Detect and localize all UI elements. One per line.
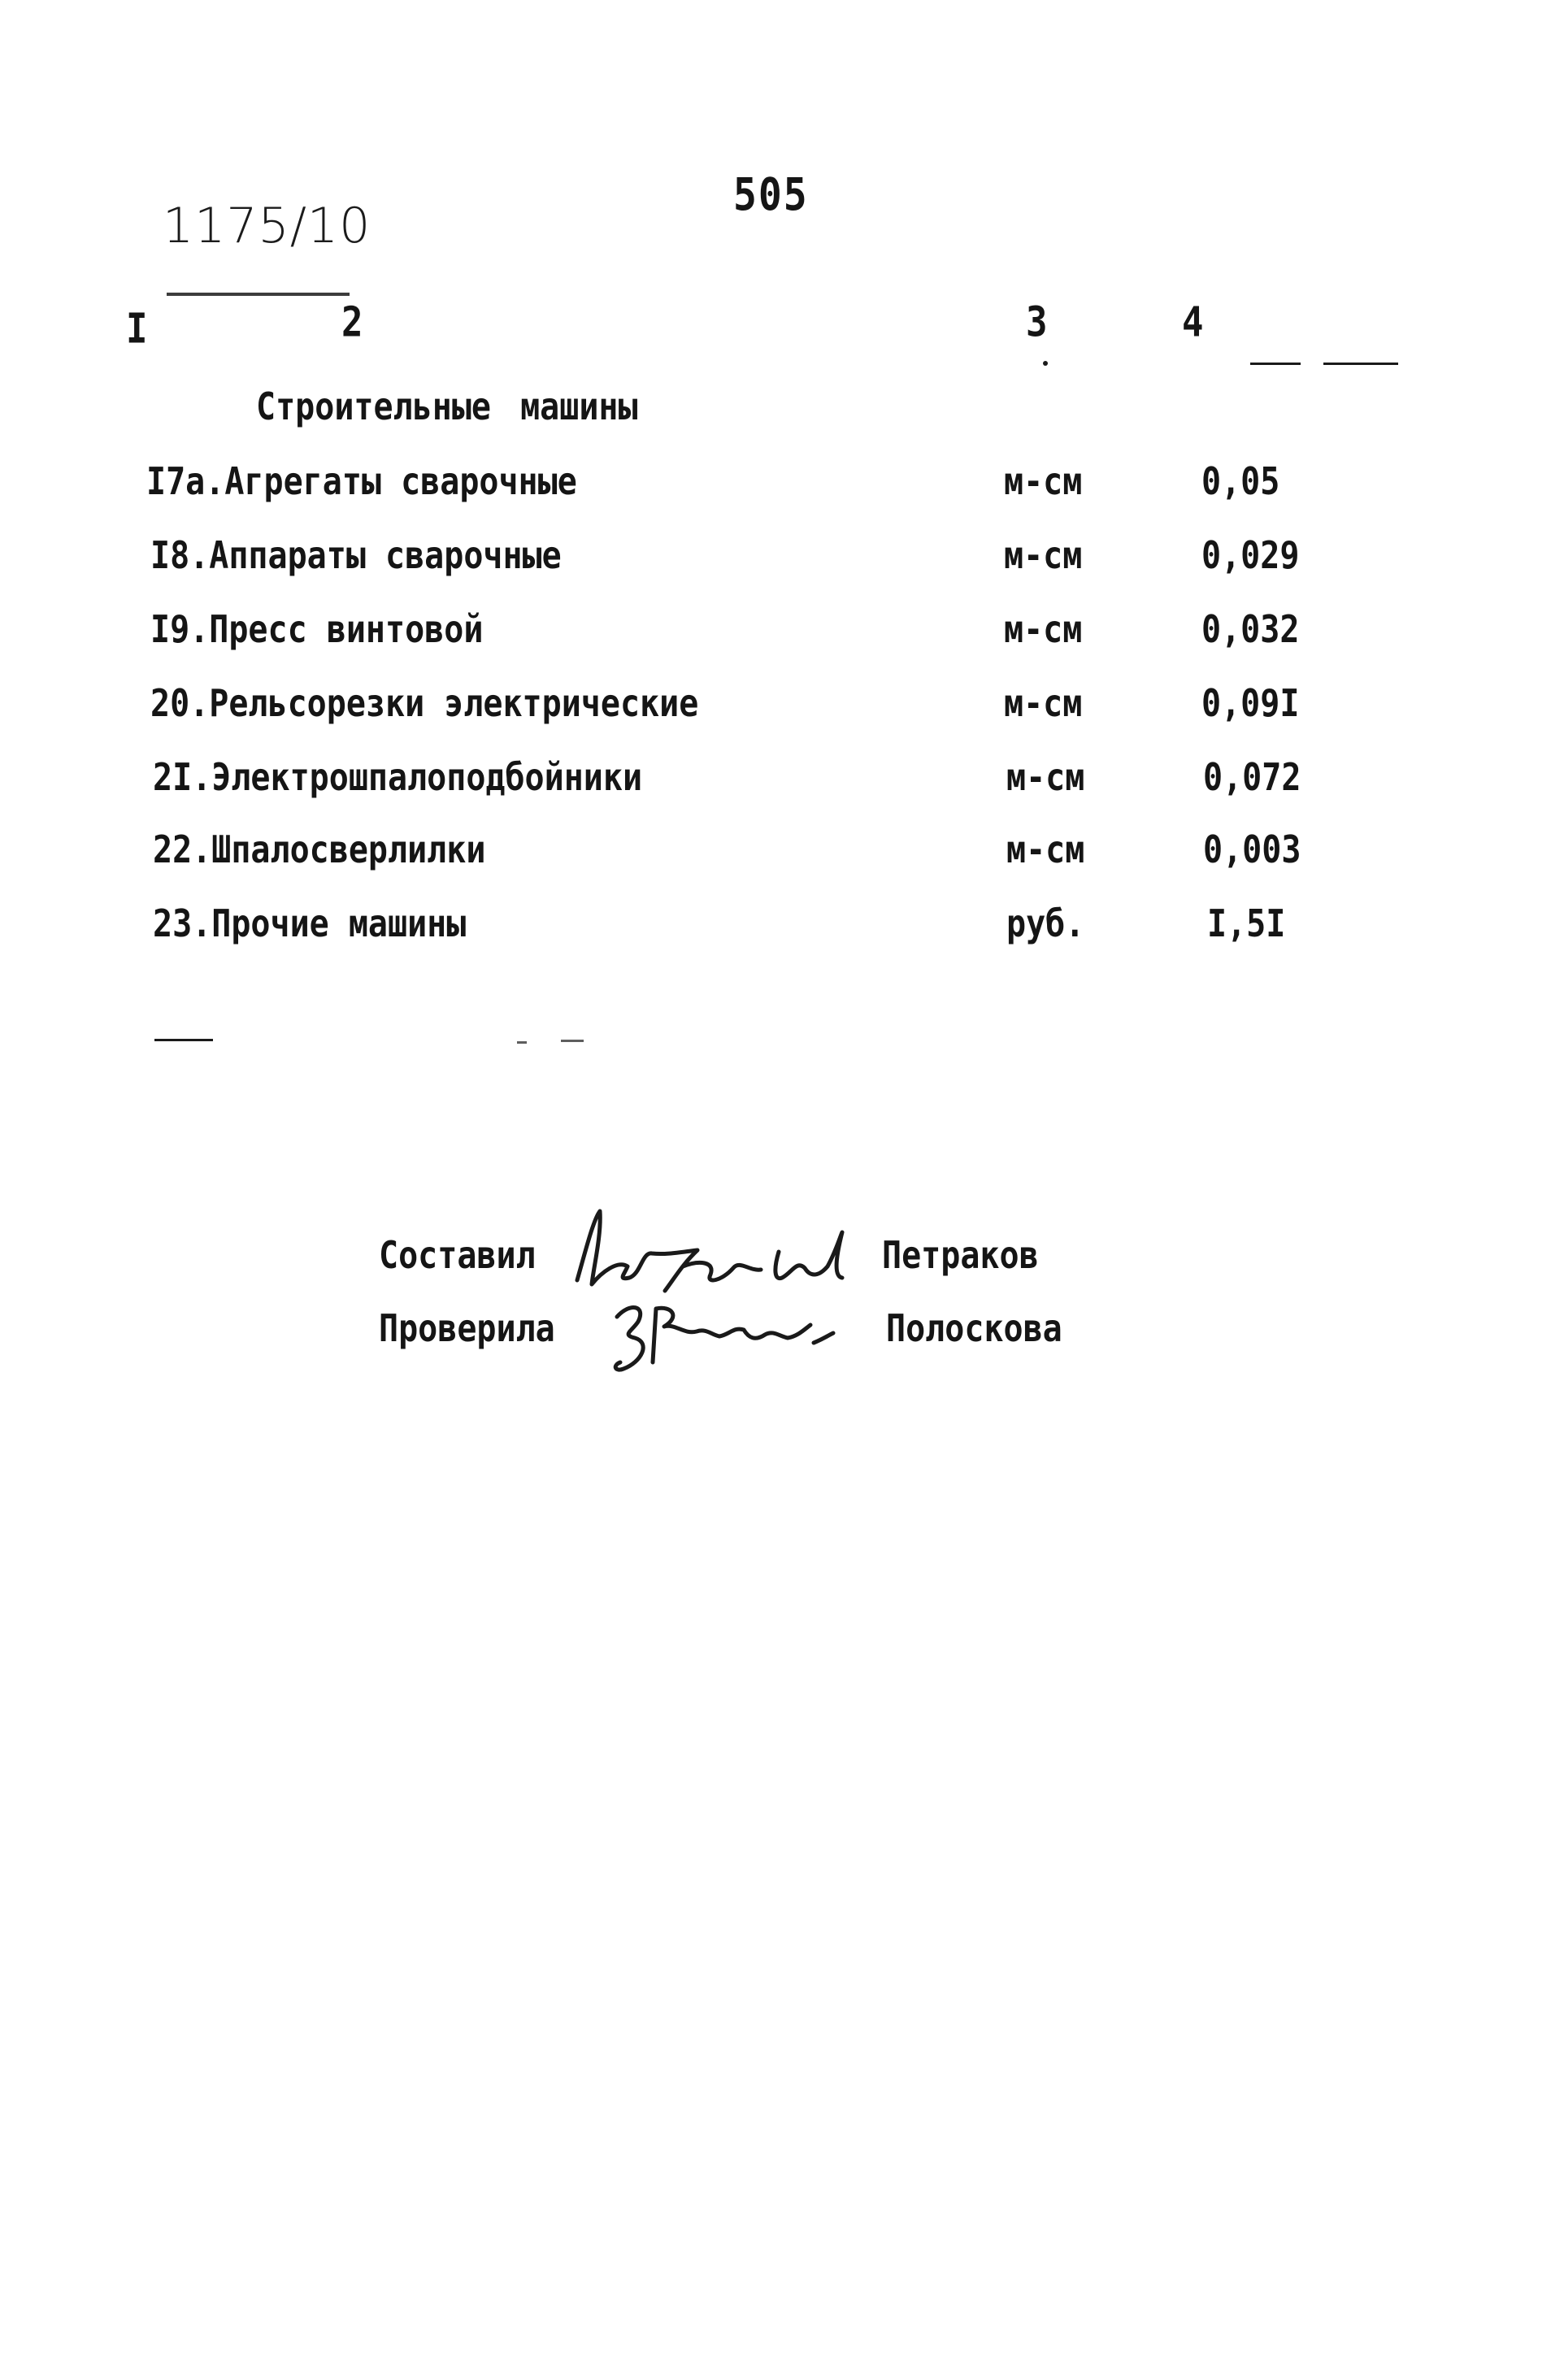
row-unit: м-см (1006, 828, 1085, 872)
header-dash-1 (1250, 363, 1301, 365)
column-header-3: 3 (1026, 298, 1048, 347)
row-unit: м-см (1004, 682, 1083, 726)
column-header-1: I (126, 305, 148, 354)
row-value: 0,003 (1203, 828, 1301, 872)
table-end-dash-2 (517, 1041, 527, 1044)
checked-by-label: Проверила (379, 1307, 555, 1351)
compiled-by-name: Петраков (882, 1234, 1039, 1278)
column-header-4: 4 (1182, 298, 1204, 347)
row-name: 20.Рельсорезки электрические (150, 682, 699, 726)
row-name: I9.Пресс винтовой (150, 608, 484, 652)
archive-mark: 1175/10 (163, 198, 371, 254)
table-end-dash-3 (561, 1040, 584, 1042)
row-value: 0,05 (1201, 460, 1280, 504)
signature-poloskova (606, 1284, 882, 1382)
row-unit: м-см (1004, 460, 1083, 504)
row-unit: руб. (1006, 902, 1085, 946)
column-header-2: 2 (341, 298, 363, 347)
row-value: I,5I (1207, 902, 1286, 946)
row-value: 0,09I (1201, 682, 1300, 726)
compiled-by-label: Составил (379, 1234, 536, 1278)
row-value: 0,029 (1201, 534, 1300, 578)
row-name: I8.Аппараты сварочные (150, 534, 562, 578)
header-tick (1043, 361, 1048, 366)
row-value: 0,072 (1203, 756, 1301, 800)
row-value: 0,032 (1201, 608, 1300, 652)
table-end-dash-1 (154, 1039, 213, 1041)
header-dash-2 (1323, 363, 1398, 365)
row-name: 23.Прочие машины (153, 902, 467, 946)
row-unit: м-см (1004, 608, 1083, 652)
row-unit: м-см (1004, 534, 1083, 578)
row-name: I7a.Агрегаты сварочные (146, 460, 577, 504)
archive-mark-underline (167, 293, 350, 296)
row-unit: м-см (1006, 756, 1085, 800)
section-title: Строительные машины (256, 385, 638, 429)
checked-by-name: Полоскова (886, 1307, 1062, 1351)
row-name: 2I.Электрошпалоподбойники (153, 756, 643, 800)
row-name: 22.Шпалосверлилки (153, 828, 486, 872)
page-number: 505 (733, 168, 809, 221)
